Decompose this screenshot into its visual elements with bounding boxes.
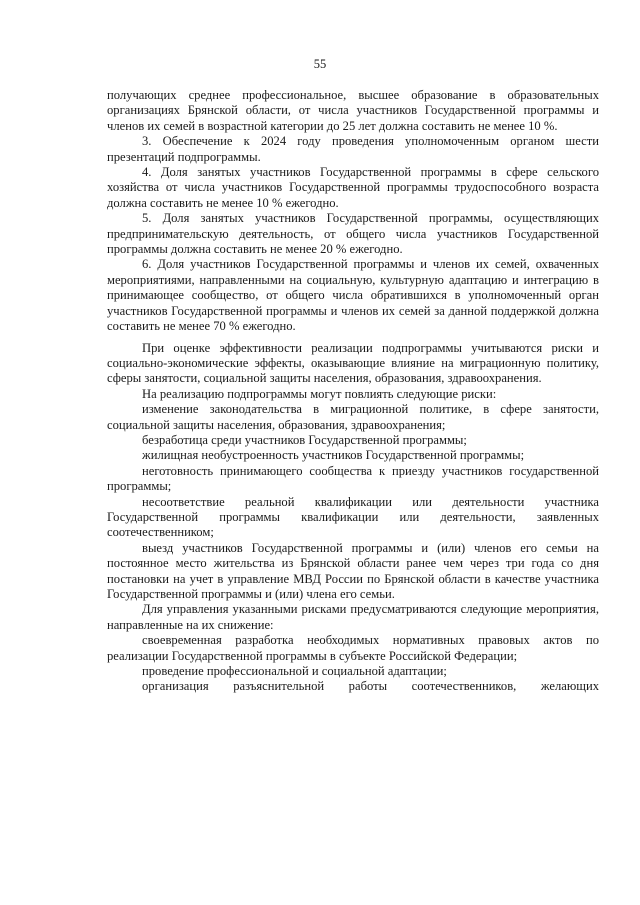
document-body — [107, 88, 599, 695]
page-number: 55 — [313, 57, 327, 71]
paragraph: выезд участников Государственной программы и (или) членов его семьи на постоянное место жительства из Брянской области ранее чем через три года со дня постановки на учет в управление МВД России по Брянской области в качестве участника Государственной программы и (или) члена его семьи. — [107, 540, 599, 601]
paragraph: несоответствие реальной квалификации или деятельности участника Государственной программы квалификации или деятельности, заявленных соотечественником; — [107, 494, 599, 540]
paragraph: безработица среди участников Государственной программы; — [142, 432, 467, 447]
paragraph: 5. Доля занятых участников Государственной программы, осуществляющих предпринимательскую деятельность, от общего числа участников Государственной программы должна составить не менее 20 % ежегодно. — [107, 211, 599, 257]
paragraph: 6. Доля участников Государственной программы и членов их семей, охваченных мероприятиями, направленными на социальную, культурную адаптацию и интеграцию в принимающее сообщество, от общего числа обратившихся в уполномоченный орган участников Государственной программы и членов их семей за данной поддержкой должна составить не менее 70 % ежегодно. — [107, 257, 599, 334]
paragraph: Для управления указанными рисками предусматриваются следующие мероприятия, направленные на их снижение: — [107, 602, 599, 632]
paragraph: своевременная разработка необходимых нормативных правовых актов по реализации Государственной программы в субъекте Российской Федерации; — [107, 633, 599, 663]
paragraph: проведение профессиональной и социальной адаптации; — [142, 664, 447, 679]
paragraph: получающих среднее профессиональное, высшее образование в образовательных организациях Брянской области, от числа участников Государственной программы и членов их семей в возрастной категории до 25 лет должна составить не менее 10 %. — [107, 88, 599, 133]
paragraph: 4. Доля занятых участников Государственной программы в сфере сельского хозяйства от числа участников Государственной программы трудоспособного возраста должна составить не менее 10 % ежегодно. — [107, 165, 599, 210]
paragraph: На реализацию подпрограммы могут повлиять следующие риски: — [142, 386, 497, 401]
paragraph: При оценке эффективности реализации подпрограммы учитываются риски и социально-экономические эффекты, оказывающие влияние на миграционную политику, сферы занятости, социальной защиты населения, образования, здравоохранения. — [107, 340, 599, 386]
paragraph: организация разъяснительной работы соотечественников, желающих — [142, 679, 599, 694]
paragraph: изменение законодательства в миграционной политике, в сфере занятости, социальной защиты населения, образования, здравоохранения; — [107, 402, 599, 432]
paragraph: жилищная необустроенность участников Государственной программы; — [142, 448, 525, 463]
paragraph: 3. Обеспечение к 2024 году проведения уполномоченным органом шести презентаций подпрограммы. — [107, 134, 599, 164]
paragraph: неготовность принимающего сообщества к приезду участников государственной программы; — [107, 463, 599, 494]
